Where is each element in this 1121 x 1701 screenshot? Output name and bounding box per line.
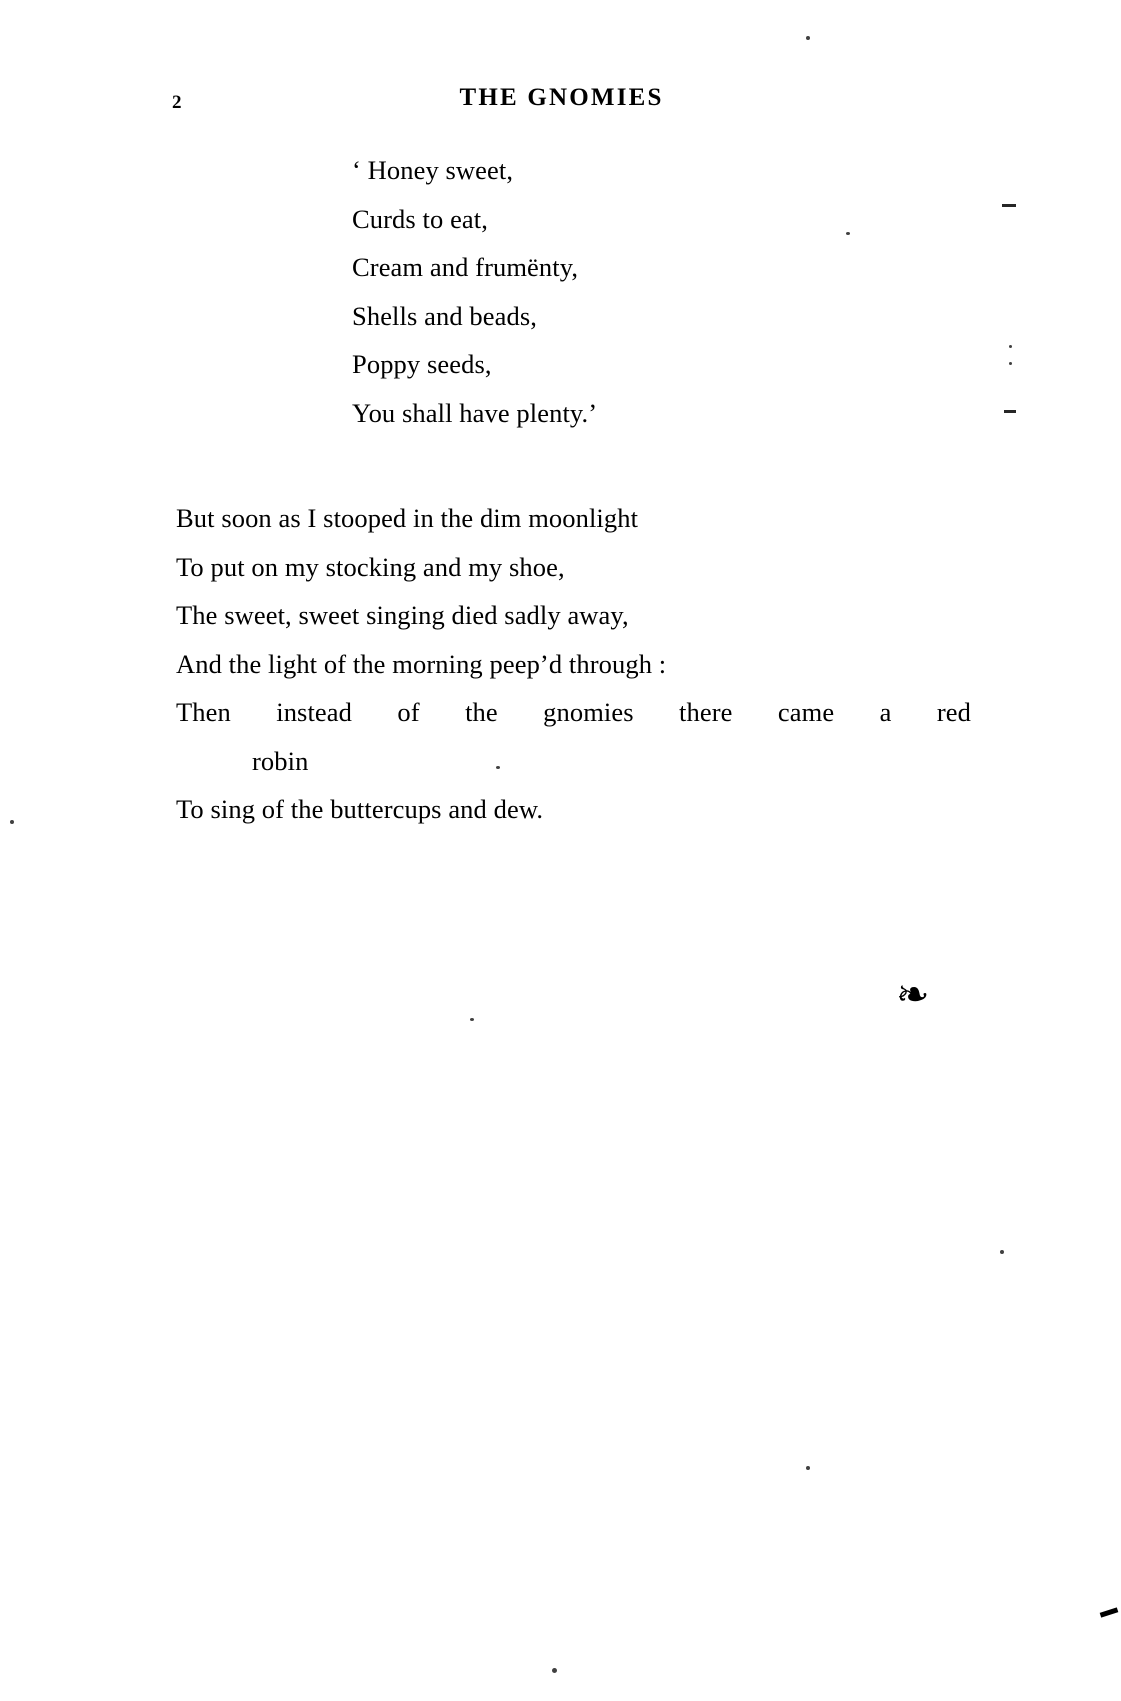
- verse-line: And the light of the morning peep’d through :: [176, 648, 667, 679]
- page-speck: [10, 820, 14, 824]
- running-head: [160, 84, 961, 118]
- margin-speck: [1009, 362, 1012, 365]
- page-speck: [806, 1466, 810, 1470]
- verse-line-turnover: robin: [252, 745, 309, 776]
- verse-line: The sweet, sweet singing died sadly away,: [176, 600, 629, 630]
- verse-line: But soon as I stooped in the dim moonlight: [176, 503, 639, 533]
- verse-line: Curds to eat,: [352, 203, 488, 234]
- verse-line: Shells and beads,: [352, 300, 537, 331]
- page-edge-mark: [1100, 1607, 1119, 1617]
- verse-line: To sing of the buttercups and dew.: [176, 794, 544, 824]
- verse-line: You shall have plenty.’: [352, 397, 598, 428]
- page-speck: [806, 36, 810, 40]
- verse-line: ‘ Honey sweet,: [352, 155, 514, 185]
- verse-line: Cream and frumënty,: [352, 252, 579, 282]
- page-speck: [470, 1018, 474, 1021]
- page-number: 2: [172, 92, 182, 113]
- margin-speck: [1009, 345, 1012, 348]
- page-speck: [496, 766, 500, 769]
- verse-line: Poppy seeds,: [352, 349, 492, 379]
- margin-dash-mark: [1004, 410, 1016, 413]
- page-speck: [1000, 1250, 1004, 1254]
- page-speck: [552, 1668, 557, 1673]
- song-stanza: [352, 146, 972, 437]
- verse-line: Then instead of the gnomies there came a red: [176, 697, 971, 727]
- narrative-stanza: [176, 494, 996, 834]
- running-title: THE GNOMIES: [459, 84, 664, 111]
- page-speck: [846, 232, 850, 235]
- verse-line: To put on my stocking and my shoe,: [176, 551, 565, 582]
- ink-blob-mark: ❧: [896, 972, 930, 1018]
- margin-dash-mark: [1002, 204, 1016, 207]
